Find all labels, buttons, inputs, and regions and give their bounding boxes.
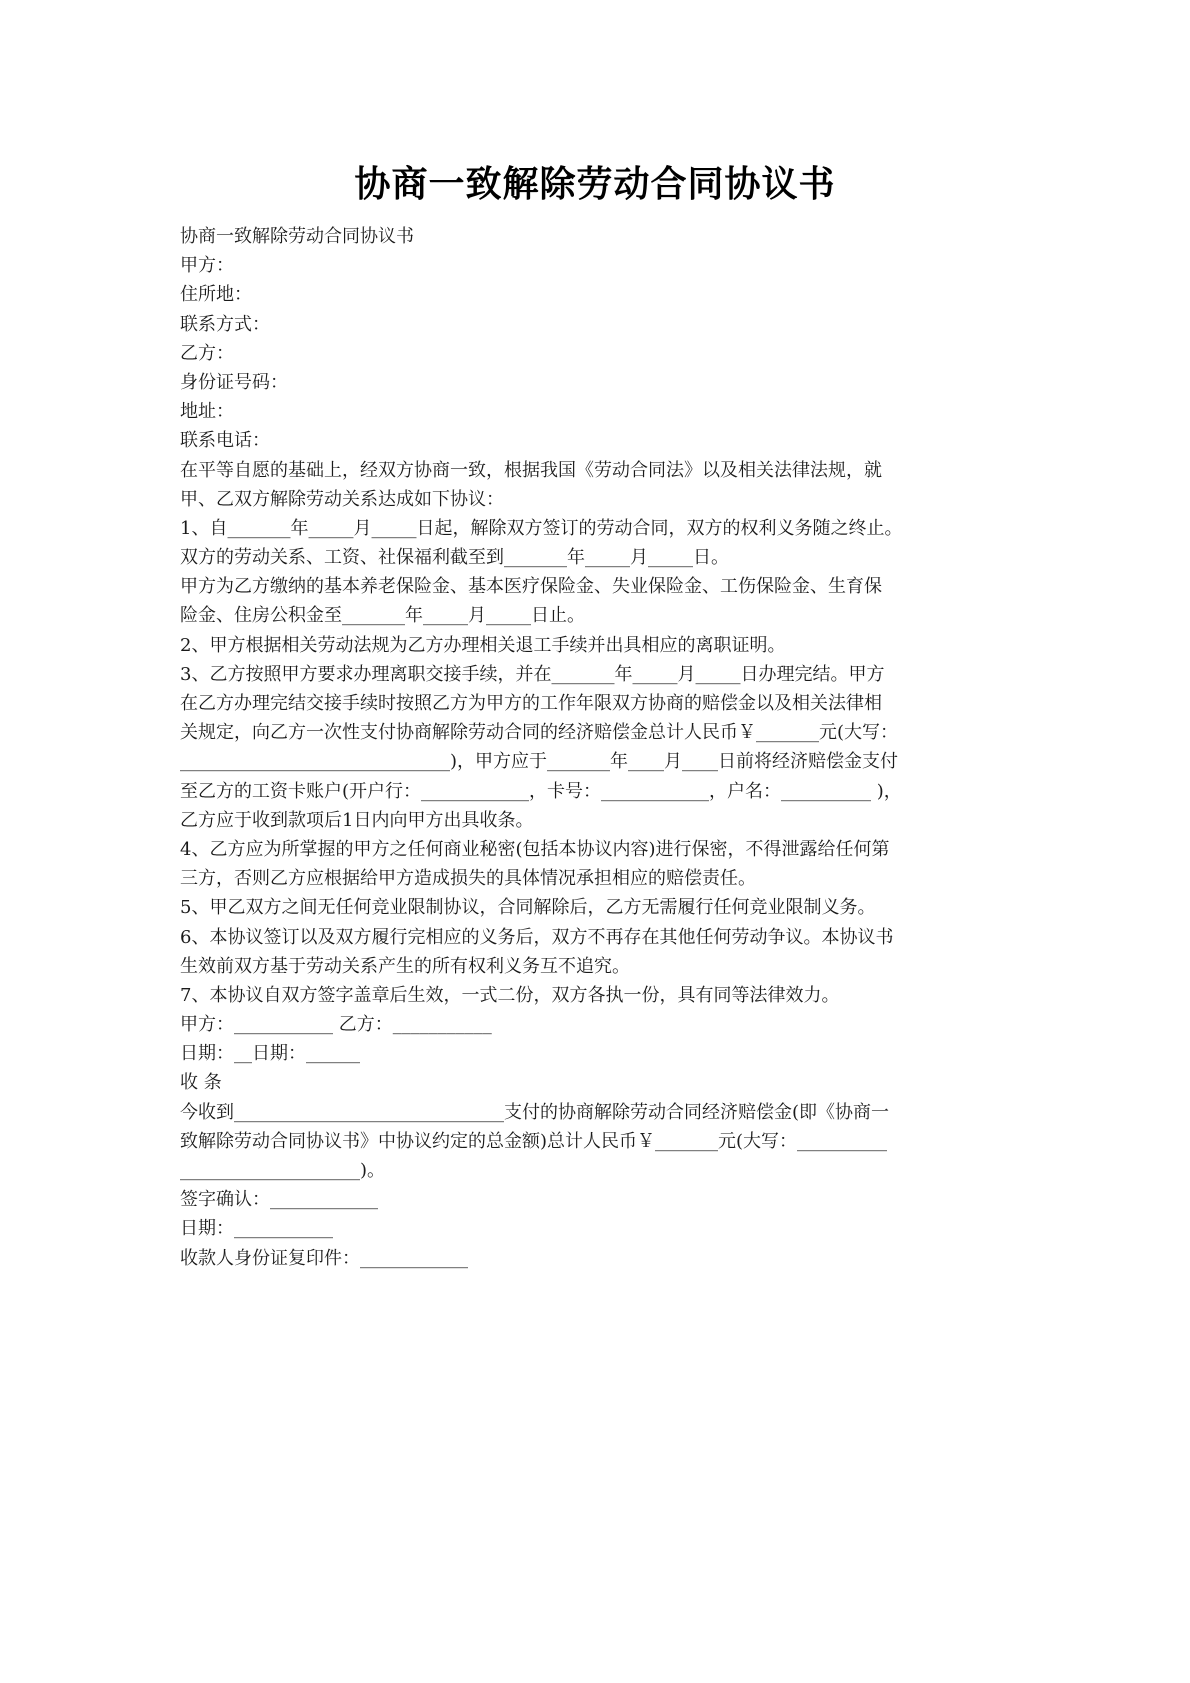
receipt-id-copy-line: 收款人身份证复印件：____________ (180, 1247, 468, 1269)
clause-3-line: ______________________________)，甲方应于_______年____月____日前将经济赔偿金支付 (180, 751, 899, 773)
clause-6-line: 生效前双方基于劳动关系产生的所有权利义务互不追究。 (180, 955, 630, 977)
receipt-line: 致解除劳动合同协议书》中协议约定的总金额)总计人民币￥_______元(大写：__________ (180, 1130, 888, 1152)
receipt-date-line: 日期：___________ (180, 1218, 333, 1240)
clause-3-line: 至乙方的工资卡账户(开户行：____________，卡号：____________，户名：__________ )， (180, 780, 902, 802)
receipt-heading: 收 条 (180, 1072, 222, 1094)
party-a-address-line: 住所地： (180, 284, 252, 306)
document-body (180, 222, 1030, 1273)
receipt-signature-line: 签字确认：____________ (180, 1189, 378, 1211)
signature-line: 甲方：___________ 乙方：___________ (180, 1014, 492, 1036)
party-b-line: 乙方： (180, 342, 234, 364)
date-line: 日期：__日期：______ (180, 1043, 360, 1065)
document-title: 协商一致解除劳动合同协议书 (354, 164, 836, 205)
receipt-line: 今收到______________________________支付的协商解除劳动合同经济赔偿金(即《协商一 (180, 1101, 890, 1123)
party-a-line: 甲方： (180, 255, 234, 277)
party-a-contact-line: 联系方式： (180, 313, 270, 335)
clause-5-line: 5、甲乙双方之间无任何竞业限制协议，合同解除后，乙方无需履行任何竞业限制义务。 (180, 897, 876, 919)
clause-1-line: 甲方为乙方缴纳的基本养老保险金、基本医疗保险金、失业保险金、工伤保险金、生育保 (180, 576, 882, 598)
clause-4-line: 三方，否则乙方应根据给甲方造成损失的具体情况承担相应的赔偿责任。 (180, 868, 756, 890)
clause-3-line: 关规定，向乙方一次性支付协商解除劳动合同的经济赔偿金总计人民币￥_______元(大写： (180, 722, 899, 744)
clause-7-line: 7、本协议自双方签字盖章后生效，一式二份，双方各执一份，具有同等法律效力。 (180, 984, 840, 1006)
receipt-line: ____________________)。 (180, 1160, 386, 1181)
subtitle-line: 协商一致解除劳动合同协议书 (180, 226, 414, 247)
preamble-line: 甲、乙双方解除劳动关系达成如下协议： (180, 488, 504, 510)
clause-6-line: 6、本协议签订以及双方履行完相应的义务后，双方不再存在其他任何劳动争议。本协议书 (180, 926, 894, 948)
clause-2-line: 2、甲方根据相关劳动法规为乙方办理相关退工手续并出具相应的离职证明。 (180, 634, 786, 656)
clause-1-line: 1、自_______年_____月_____日起，解除双方签订的劳动合同，双方的权利义务随之终止。 (180, 517, 903, 539)
clause-3-line: 在乙方办理完结交接手续时按照乙方为甲方的工作年限双方协商的赔偿金以及相关法律相 (180, 693, 882, 714)
preamble-line: 在平等自愿的基础上，经双方协商一致，根据我国《劳动合同法》以及相关法律法规，就 (180, 459, 882, 481)
clause-1-line: 险金、住房公积金至_______年_____月_____日止。 (180, 605, 585, 627)
clause-3-line: 3、乙方按照甲方要求办理离职交接手续，并在_______年_____月_____日办理完结。甲方 (180, 663, 885, 685)
clause-1-line: 双方的劳动关系、工资、社保福利截至到_______年_____月_____日。 (180, 547, 729, 569)
party-b-address-line: 地址： (180, 401, 234, 423)
party-b-phone-line: 联系电话： (180, 430, 270, 452)
clause-4-line: 4、乙方应为所掌握的甲方之任何商业秘密(包括本协议内容)进行保密，不得泄露给任何第 (180, 838, 890, 860)
party-b-id-line: 身份证号码： (180, 371, 288, 393)
clause-3-line: 乙方应于收到款项后1日内向甲方出具收条。 (180, 809, 534, 831)
